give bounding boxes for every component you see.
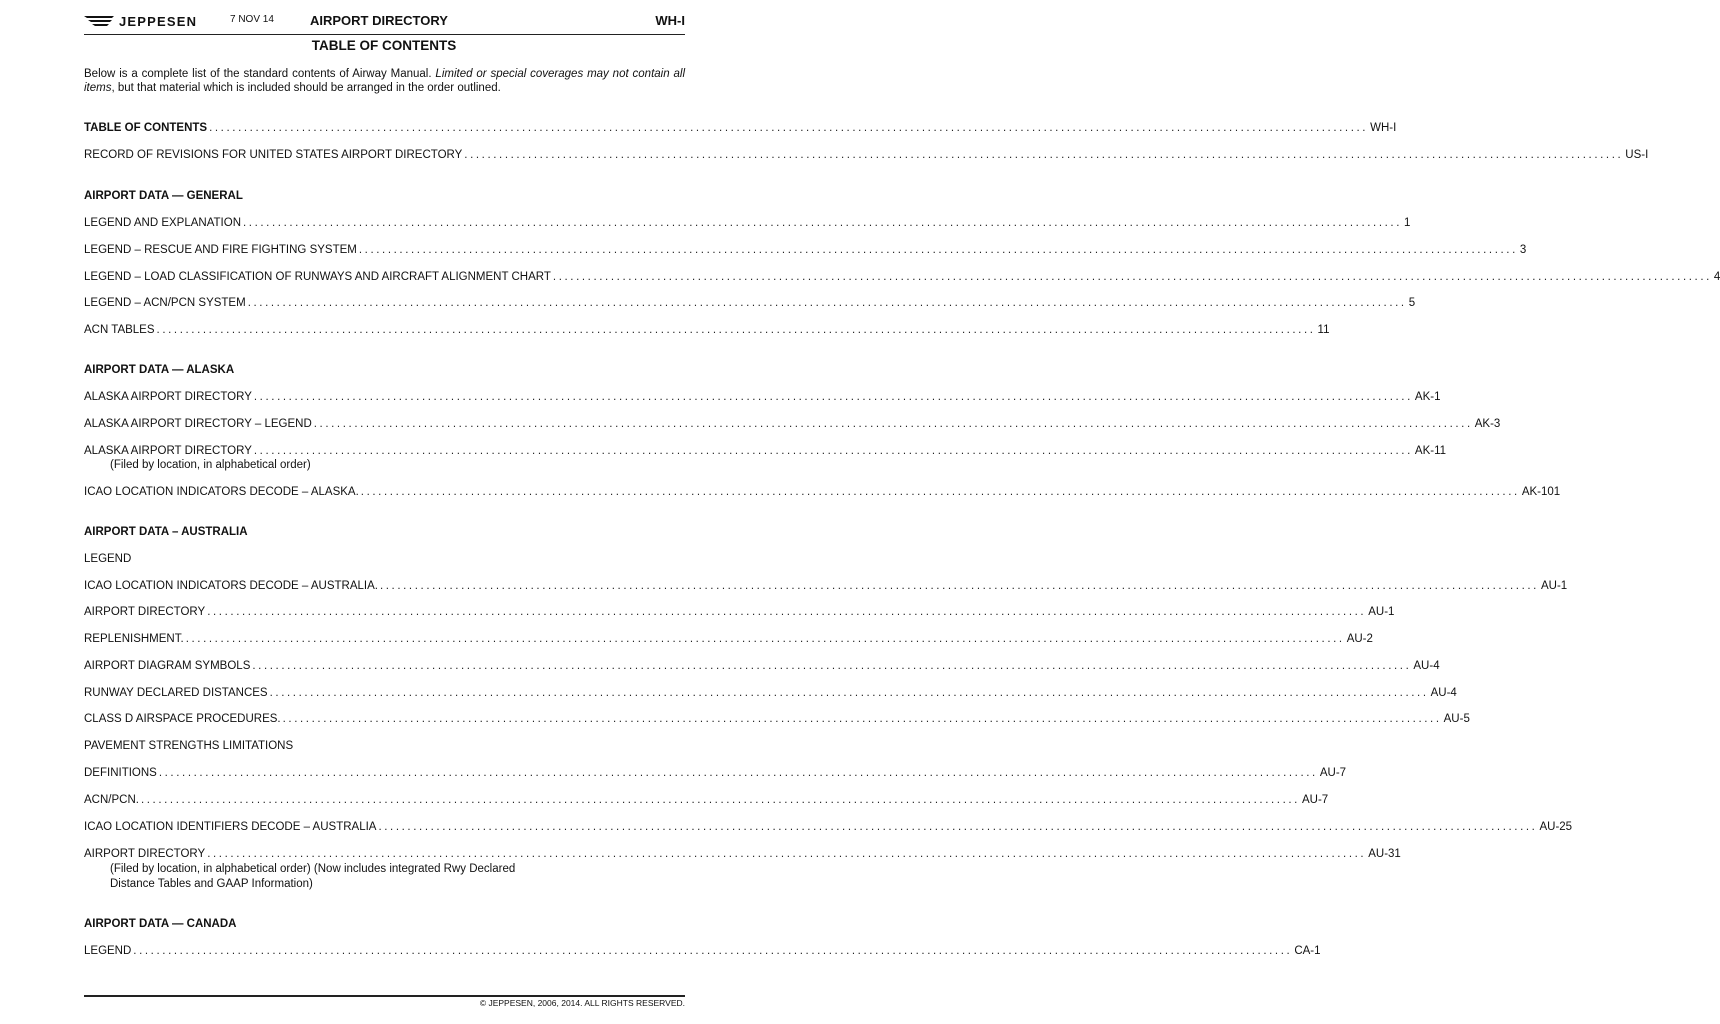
toc-entry-label: ACN/PCN.	[84, 794, 139, 806]
section-heading-canada: AIRPORT DATA — CANADA	[84, 918, 237, 930]
toc-entry-page: US-I	[1625, 149, 1649, 161]
toc-entry-page: AU-25	[1539, 821, 1573, 833]
dot-leader: ........................................................................................................................................................................................................	[243, 217, 1403, 229]
toc-entry-page: AU-2	[1346, 633, 1373, 645]
toc-entry[interactable]	[84, 712, 1470, 726]
intro-text-2: , but that material which is included should be arranged in the order outlined.	[111, 81, 501, 94]
toc-entry[interactable]	[84, 847, 1401, 861]
toc-entry[interactable]	[84, 632, 1373, 646]
dot-leader: ........................................................................................................................................................................................................	[379, 580, 1539, 592]
toc-entry-label: ICAO LOCATION IDENTIFIERS DECODE – AUSTRALIA	[84, 821, 377, 833]
toc-entry[interactable]	[84, 579, 1568, 593]
toc-entry-page: AU-4	[1430, 687, 1457, 699]
toc-entry-label: REPLENISHMENT.	[84, 633, 184, 645]
intro-paragraph	[84, 68, 685, 95]
toc-entry[interactable]	[84, 605, 1395, 619]
toc-entry-label: LEGEND – ACN/PCN SYSTEM	[84, 297, 246, 309]
toc-entry-page: AU-4	[1413, 660, 1440, 672]
toc-entry[interactable]	[84, 686, 1457, 700]
page-header	[84, 10, 685, 35]
dot-leader: ........................................................................................................................................................................................................	[158, 767, 1318, 779]
toc-entry-page: AU-5	[1443, 713, 1470, 725]
dot-leader: ........................................................................................................................................................................................................	[247, 297, 1407, 309]
toc-entry-page: 11	[1317, 324, 1330, 336]
dot-leader: ........................................................................................................................................................................................................	[360, 486, 1520, 498]
toc-entry[interactable]	[84, 243, 1527, 257]
entry-note: Distance Tables and GAAP Information)	[110, 878, 313, 890]
toc-entry-page: 1	[1404, 217, 1411, 229]
toc-entry-page: 3	[1519, 244, 1527, 256]
toc-entry-page: 5	[1408, 297, 1416, 309]
dot-leader: ........................................................................................................................................................................................................	[313, 418, 1473, 430]
jeppesen-logo	[84, 12, 197, 30]
footer-rule	[84, 995, 685, 997]
toc-entry-label: ALASKA AIRPORT DIRECTORY	[84, 445, 252, 457]
toc-entry-table-of-contents[interactable]	[84, 121, 1397, 135]
logo-text: JEPPESEN	[119, 13, 198, 29]
dot-leader: ........................................................................................................................................................................................................	[156, 324, 1316, 336]
toc-entry[interactable]	[84, 659, 1440, 673]
toc-entry-page: 4	[1713, 271, 1720, 283]
toc-entry[interactable]	[84, 390, 1441, 404]
header-date: 7 NOV 14	[230, 14, 274, 25]
toc-entry-page: AK-1	[1414, 391, 1441, 403]
toc-entry[interactable]	[84, 444, 1447, 458]
dot-leader: ........................................................................................................................................................................................................	[378, 821, 1538, 833]
toc-entry-page: AK-11	[1414, 445, 1447, 457]
toc-entry-page: AU-7	[1319, 767, 1347, 779]
toc-entry-page: AU-31	[1368, 848, 1401, 860]
header-page-id: WH-I	[655, 13, 685, 28]
section-heading-australia: AIRPORT DATA – AUSTRALIA	[84, 526, 248, 538]
entry-note: (Filed by location, in alphabetical order) (Now includes integrated Rwy Declared	[110, 863, 516, 875]
copyright-notice: © JEPPESEN, 2006, 2014. ALL RIGHTS RESERVED.	[479, 998, 685, 1008]
dot-leader: ........................................................................................................................................................................................................	[253, 391, 1413, 403]
toc-entry-label: ICAO LOCATION INDICATORS DECODE – AUSTRALIA.	[84, 580, 378, 592]
australia-legend: LEGEND	[84, 553, 132, 565]
toc-entry[interactable]	[84, 323, 1330, 337]
dot-leader: ........................................................................................................................................................................................................	[282, 713, 1442, 725]
intro-text-1: Below is a complete list of the standard contents of Airway Manual.	[84, 68, 436, 80]
intro-text-italic: Limited or special coverages may not contain all items	[84, 68, 685, 94]
toc-entry-label: DEFINITIONS	[84, 767, 157, 779]
toc-entry[interactable]	[84, 944, 1321, 958]
dot-leader: ........................................................................................................................................................................................................	[207, 606, 1367, 618]
toc-entry[interactable]	[84, 766, 1347, 780]
toc-entry[interactable]	[84, 270, 1720, 284]
toc-entry-page: AK-3	[1474, 418, 1501, 430]
toc-entry-page: AU-7	[1301, 794, 1329, 806]
section-heading-alaska: AIRPORT DATA — ALASKA	[84, 364, 235, 376]
toc-entry-label: ALASKA AIRPORT DIRECTORY	[84, 391, 252, 403]
dot-leader: ........................................................................................................................................................................................................	[185, 633, 1345, 645]
dot-leader: ........................................................................................................................................................................................................	[207, 848, 1367, 860]
toc-entry-label: ALASKA AIRPORT DIRECTORY – LEGEND	[84, 418, 312, 430]
toc-entry-label: AIRPORT DIRECTORY	[84, 606, 206, 618]
toc-entry-label: ICAO LOCATION INDICATORS DECODE – ALASKA.	[84, 486, 359, 498]
toc-entry-label: CLASS D AIRSPACE PROCEDURES.	[84, 713, 281, 725]
toc-entry-label: AIRPORT DIAGRAM SYMBOLS	[84, 660, 251, 672]
dot-leader: ........................................................................................................................................................................................................	[358, 244, 1518, 256]
toc-entry-label: ACN TABLES	[84, 324, 155, 336]
toc-entry-label: LEGEND AND EXPLANATION	[84, 217, 241, 229]
toc-entry-label: LEGEND – LOAD CLASSIFICATION OF RUNWAYS AND AIRCRAFT ALIGNMENT CHART	[84, 271, 551, 283]
toc-entry-label: LEGEND – RESCUE AND FIRE FIGHTING SYSTEM	[84, 244, 357, 256]
toc-entry-page: AK-101	[1521, 486, 1561, 498]
toc-entry-label: AIRPORT DIRECTORY	[84, 848, 206, 860]
toc-entry[interactable]	[84, 820, 1573, 834]
pavement-strengths-heading: PAVEMENT STRENGTHS LIMITATIONS	[84, 740, 294, 752]
toc-entry[interactable]	[84, 793, 1329, 807]
dot-leader: ........................................................................................................................................................................................................	[552, 271, 1712, 283]
dot-leader: ........................................................................................................................................................................................................	[269, 687, 1429, 699]
document-title: TABLE OF CONTENTS	[311, 38, 457, 53]
jeppesen-wing-icon	[84, 14, 116, 28]
toc-entry[interactable]	[84, 485, 1561, 499]
toc-entry-page: CA-1	[1294, 945, 1321, 957]
toc-entry-label: TABLE OF CONTENTS	[84, 122, 208, 134]
toc-entry-label: RUNWAY DECLARED DISTANCES	[84, 687, 268, 699]
dot-leader: ........................................................................................................................................................................................................	[133, 945, 1293, 957]
toc-entry[interactable]	[84, 417, 1501, 431]
toc-entry[interactable]	[84, 296, 1416, 310]
toc-entry-label: RECORD OF REVISIONS FOR UNITED STATES AIRPORT DIRECTORY	[84, 149, 463, 161]
entry-note: (Filed by location, in alphabetical order)	[110, 459, 311, 471]
section-heading-general: AIRPORT DATA — GENERAL	[84, 190, 243, 202]
dot-leader: ........................................................................................................................................................................................................	[140, 794, 1300, 806]
toc-entry[interactable]	[84, 216, 1411, 230]
toc-entry-page: AU-1	[1368, 606, 1395, 618]
dot-leader: ........................................................................................................................................................................................................	[253, 445, 1413, 457]
toc-entry-label: LEGEND	[84, 945, 132, 957]
dot-leader: ........................................................................................................................................................................................................	[209, 122, 1369, 134]
dot-leader: ........................................................................................................................................................................................................	[252, 660, 1412, 672]
toc-entry-record-of-revisions[interactable]	[84, 148, 1649, 162]
dot-leader: ........................................................................................................................................................................................................	[464, 149, 1624, 161]
header-title: AIRPORT DIRECTORY	[310, 13, 448, 28]
toc-entry-page: AU-1	[1540, 580, 1568, 592]
toc-entry-page: WH-I	[1370, 122, 1397, 134]
